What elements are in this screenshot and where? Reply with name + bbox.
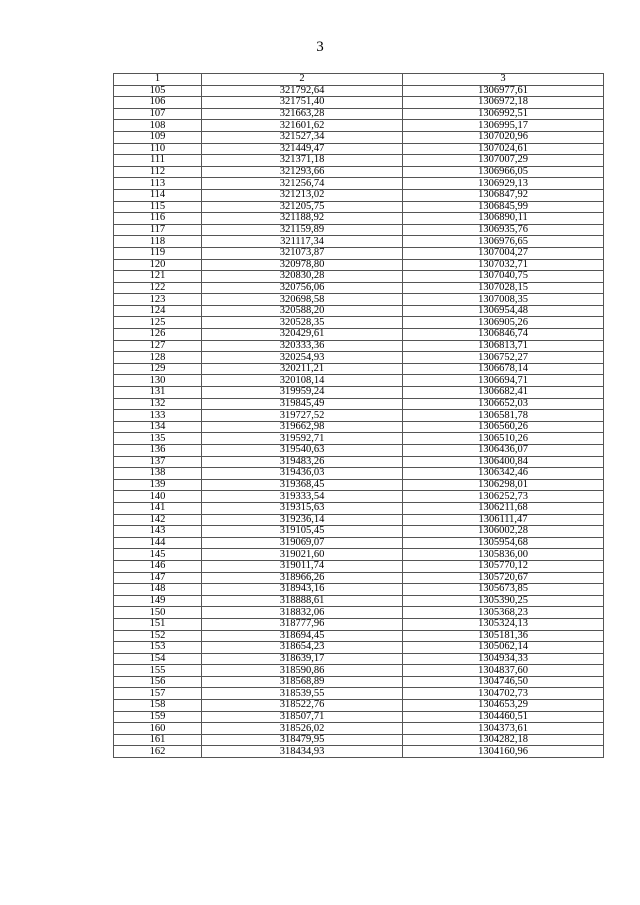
cell-x-coordinate: 319662,98	[202, 421, 403, 433]
table-row	[114, 491, 604, 503]
cell-point-number: 108	[114, 120, 202, 132]
cell-x-coordinate: 321601,62	[202, 120, 403, 132]
cell-point-number: 118	[114, 236, 202, 248]
table-row	[114, 271, 604, 283]
cell-x-coordinate: 321751,40	[202, 97, 403, 109]
cell-x-coordinate: 319315,63	[202, 502, 403, 514]
cell-x-coordinate: 319105,45	[202, 526, 403, 538]
table-row	[114, 340, 604, 352]
table-row	[114, 97, 604, 109]
table-row	[114, 700, 604, 712]
cell-y-coordinate: 1305720,67	[403, 572, 604, 584]
cell-x-coordinate: 321449,47	[202, 143, 403, 155]
cell-point-number: 126	[114, 329, 202, 341]
cell-x-coordinate: 318526,02	[202, 723, 403, 735]
cell-point-number: 160	[114, 723, 202, 735]
cell-y-coordinate: 1306890,11	[403, 213, 604, 225]
cell-point-number: 127	[114, 340, 202, 352]
cell-y-coordinate: 1306211,68	[403, 502, 604, 514]
cell-x-coordinate: 318832,06	[202, 607, 403, 619]
cell-y-coordinate: 1306002,28	[403, 526, 604, 538]
cell-y-coordinate: 1306847,92	[403, 189, 604, 201]
cell-point-number: 154	[114, 653, 202, 665]
cell-point-number: 122	[114, 282, 202, 294]
cell-x-coordinate: 319021,60	[202, 549, 403, 561]
table-row	[114, 607, 604, 619]
table-row	[114, 560, 604, 572]
column-header-y: 3	[403, 74, 604, 86]
cell-point-number: 140	[114, 491, 202, 503]
cell-point-number: 147	[114, 572, 202, 584]
cell-y-coordinate: 1305324,13	[403, 618, 604, 630]
table-row	[114, 572, 604, 584]
table-row	[114, 445, 604, 457]
table-row	[114, 595, 604, 607]
table-header-row	[114, 74, 604, 86]
cell-x-coordinate: 321073,87	[202, 247, 403, 259]
cell-y-coordinate: 1304653,29	[403, 700, 604, 712]
cell-x-coordinate: 318522,76	[202, 700, 403, 712]
cell-x-coordinate: 320588,20	[202, 305, 403, 317]
cell-y-coordinate: 1305770,12	[403, 560, 604, 572]
table-row	[114, 247, 604, 259]
cell-y-coordinate: 1305368,23	[403, 607, 604, 619]
cell-y-coordinate: 1306935,76	[403, 224, 604, 236]
table-row	[114, 479, 604, 491]
cell-x-coordinate: 320429,61	[202, 329, 403, 341]
table-row	[114, 317, 604, 329]
cell-x-coordinate: 318479,95	[202, 734, 403, 746]
table-row	[114, 642, 604, 654]
cell-x-coordinate: 321205,75	[202, 201, 403, 213]
cell-y-coordinate: 1306972,18	[403, 97, 604, 109]
cell-y-coordinate: 1305836,00	[403, 549, 604, 561]
table-row	[114, 549, 604, 561]
cell-x-coordinate: 320333,36	[202, 340, 403, 352]
cell-point-number: 133	[114, 410, 202, 422]
table-row	[114, 375, 604, 387]
column-header-x: 2	[202, 74, 403, 86]
cell-point-number: 149	[114, 595, 202, 607]
cell-point-number: 132	[114, 398, 202, 410]
cell-x-coordinate: 319845,49	[202, 398, 403, 410]
table-row	[114, 618, 604, 630]
cell-x-coordinate: 318590,86	[202, 665, 403, 677]
cell-y-coordinate: 1304702,73	[403, 688, 604, 700]
table-row	[114, 131, 604, 143]
cell-x-coordinate: 318507,71	[202, 711, 403, 723]
cell-x-coordinate: 319540,63	[202, 445, 403, 457]
table-row	[114, 746, 604, 758]
cell-point-number: 155	[114, 665, 202, 677]
table-row	[114, 398, 604, 410]
cell-x-coordinate: 320528,35	[202, 317, 403, 329]
table-row	[114, 201, 604, 213]
table-row	[114, 537, 604, 549]
cell-y-coordinate: 1304373,61	[403, 723, 604, 735]
cell-point-number: 129	[114, 363, 202, 375]
table-row	[114, 224, 604, 236]
table-row	[114, 502, 604, 514]
cell-y-coordinate: 1305181,36	[403, 630, 604, 642]
cell-y-coordinate: 1307008,35	[403, 294, 604, 306]
cell-y-coordinate: 1306252,73	[403, 491, 604, 503]
cell-x-coordinate: 318434,93	[202, 746, 403, 758]
table-row	[114, 734, 604, 746]
cell-x-coordinate: 319592,71	[202, 433, 403, 445]
table-row	[114, 213, 604, 225]
cell-y-coordinate: 1306846,74	[403, 329, 604, 341]
cell-y-coordinate: 1304460,51	[403, 711, 604, 723]
table-row	[114, 723, 604, 735]
table-row	[114, 387, 604, 399]
cell-y-coordinate: 1306977,61	[403, 85, 604, 97]
cell-y-coordinate: 1306905,26	[403, 317, 604, 329]
cell-y-coordinate: 1306929,13	[403, 178, 604, 190]
column-header-number: 1	[114, 74, 202, 86]
cell-y-coordinate: 1305954,68	[403, 537, 604, 549]
table-row	[114, 468, 604, 480]
table-row	[114, 711, 604, 723]
cell-y-coordinate: 1306813,71	[403, 340, 604, 352]
cell-y-coordinate: 1306752,27	[403, 352, 604, 364]
cell-point-number: 110	[114, 143, 202, 155]
cell-y-coordinate: 1306976,65	[403, 236, 604, 248]
table-row	[114, 514, 604, 526]
cell-point-number: 151	[114, 618, 202, 630]
cell-point-number: 130	[114, 375, 202, 387]
table-row	[114, 665, 604, 677]
cell-y-coordinate: 1306954,48	[403, 305, 604, 317]
cell-y-coordinate: 1306298,01	[403, 479, 604, 491]
cell-x-coordinate: 320254,93	[202, 352, 403, 364]
cell-point-number: 120	[114, 259, 202, 271]
cell-point-number: 115	[114, 201, 202, 213]
table-row	[114, 178, 604, 190]
cell-x-coordinate: 318694,45	[202, 630, 403, 642]
cell-y-coordinate: 1307028,15	[403, 282, 604, 294]
cell-y-coordinate: 1306436,07	[403, 445, 604, 457]
cell-point-number: 114	[114, 189, 202, 201]
cell-x-coordinate: 319436,03	[202, 468, 403, 480]
table-row	[114, 166, 604, 178]
cell-y-coordinate: 1304837,60	[403, 665, 604, 677]
cell-y-coordinate: 1304934,33	[403, 653, 604, 665]
cell-point-number: 109	[114, 131, 202, 143]
cell-x-coordinate: 321293,66	[202, 166, 403, 178]
table-row	[114, 143, 604, 155]
cell-point-number: 157	[114, 688, 202, 700]
cell-y-coordinate: 1307007,29	[403, 155, 604, 167]
cell-x-coordinate: 319011,74	[202, 560, 403, 572]
cell-x-coordinate: 319727,52	[202, 410, 403, 422]
cell-y-coordinate: 1306581,78	[403, 410, 604, 422]
table-row	[114, 120, 604, 132]
cell-x-coordinate: 318777,96	[202, 618, 403, 630]
cell-x-coordinate: 321117,34	[202, 236, 403, 248]
cell-x-coordinate: 320108,14	[202, 375, 403, 387]
cell-x-coordinate: 320756,06	[202, 282, 403, 294]
cell-point-number: 139	[114, 479, 202, 491]
cell-y-coordinate: 1307032,71	[403, 259, 604, 271]
cell-point-number: 145	[114, 549, 202, 561]
cell-y-coordinate: 1305390,25	[403, 595, 604, 607]
cell-y-coordinate: 1306560,26	[403, 421, 604, 433]
cell-x-coordinate: 318966,26	[202, 572, 403, 584]
cell-y-coordinate: 1304746,50	[403, 676, 604, 688]
cell-point-number: 141	[114, 502, 202, 514]
table-row	[114, 259, 604, 271]
cell-point-number: 119	[114, 247, 202, 259]
cell-point-number: 143	[114, 526, 202, 538]
table-row	[114, 85, 604, 97]
table-row	[114, 329, 604, 341]
cell-point-number: 123	[114, 294, 202, 306]
cell-y-coordinate: 1306694,71	[403, 375, 604, 387]
cell-x-coordinate: 319483,26	[202, 456, 403, 468]
cell-point-number: 156	[114, 676, 202, 688]
cell-y-coordinate: 1306995,17	[403, 120, 604, 132]
cell-point-number: 150	[114, 607, 202, 619]
cell-x-coordinate: 319236,14	[202, 514, 403, 526]
cell-point-number: 148	[114, 584, 202, 596]
cell-y-coordinate: 1306400,84	[403, 456, 604, 468]
cell-x-coordinate: 318943,16	[202, 584, 403, 596]
cell-x-coordinate: 318888,61	[202, 595, 403, 607]
cell-point-number: 111	[114, 155, 202, 167]
table-row	[114, 155, 604, 167]
cell-point-number: 117	[114, 224, 202, 236]
table-row	[114, 410, 604, 422]
cell-point-number: 121	[114, 271, 202, 283]
cell-x-coordinate: 320830,28	[202, 271, 403, 283]
cell-x-coordinate: 318639,17	[202, 653, 403, 665]
page-number: 3	[316, 39, 324, 55]
cell-point-number: 162	[114, 746, 202, 758]
cell-x-coordinate: 321159,89	[202, 224, 403, 236]
table-row	[114, 526, 604, 538]
cell-point-number: 136	[114, 445, 202, 457]
cell-y-coordinate: 1307004,27	[403, 247, 604, 259]
table-row	[114, 282, 604, 294]
cell-y-coordinate: 1305673,85	[403, 584, 604, 596]
coordinates-table	[113, 73, 604, 758]
cell-x-coordinate: 321792,64	[202, 85, 403, 97]
cell-point-number: 134	[114, 421, 202, 433]
cell-y-coordinate: 1306845,99	[403, 201, 604, 213]
cell-point-number: 142	[114, 514, 202, 526]
cell-y-coordinate: 1305062,14	[403, 642, 604, 654]
cell-point-number: 144	[114, 537, 202, 549]
cell-y-coordinate: 1306111,47	[403, 514, 604, 526]
cell-x-coordinate: 320978,80	[202, 259, 403, 271]
cell-point-number: 158	[114, 700, 202, 712]
cell-point-number: 135	[114, 433, 202, 445]
table-row	[114, 456, 604, 468]
cell-point-number: 138	[114, 468, 202, 480]
table-row	[114, 294, 604, 306]
cell-point-number: 125	[114, 317, 202, 329]
cell-x-coordinate: 318654,23	[202, 642, 403, 654]
cell-x-coordinate: 319959,24	[202, 387, 403, 399]
cell-y-coordinate: 1306992,51	[403, 108, 604, 120]
cell-point-number: 146	[114, 560, 202, 572]
cell-x-coordinate: 321256,74	[202, 178, 403, 190]
cell-point-number: 137	[114, 456, 202, 468]
cell-y-coordinate: 1306510,26	[403, 433, 604, 445]
table-body	[114, 85, 604, 757]
cell-point-number: 128	[114, 352, 202, 364]
cell-x-coordinate: 321213,02	[202, 189, 403, 201]
table-row	[114, 688, 604, 700]
cell-point-number: 105	[114, 85, 202, 97]
cell-y-coordinate: 1304282,18	[403, 734, 604, 746]
cell-y-coordinate: 1307024,61	[403, 143, 604, 155]
cell-point-number: 106	[114, 97, 202, 109]
table-row	[114, 305, 604, 317]
cell-x-coordinate: 321663,28	[202, 108, 403, 120]
table-row	[114, 236, 604, 248]
cell-y-coordinate: 1306678,14	[403, 363, 604, 375]
table-row	[114, 352, 604, 364]
cell-x-coordinate: 320698,58	[202, 294, 403, 306]
cell-x-coordinate: 319069,07	[202, 537, 403, 549]
cell-point-number: 159	[114, 711, 202, 723]
cell-point-number: 152	[114, 630, 202, 642]
cell-y-coordinate: 1306342,46	[403, 468, 604, 480]
cell-x-coordinate: 320211,21	[202, 363, 403, 375]
table-row	[114, 421, 604, 433]
table-row	[114, 108, 604, 120]
cell-point-number: 107	[114, 108, 202, 120]
cell-point-number: 153	[114, 642, 202, 654]
cell-y-coordinate: 1307020,96	[403, 131, 604, 143]
table-row	[114, 584, 604, 596]
cell-point-number: 124	[114, 305, 202, 317]
table-row	[114, 189, 604, 201]
table-row	[114, 433, 604, 445]
cell-point-number: 161	[114, 734, 202, 746]
cell-y-coordinate: 1306966,05	[403, 166, 604, 178]
cell-x-coordinate: 319333,54	[202, 491, 403, 503]
cell-x-coordinate: 321188,92	[202, 213, 403, 225]
cell-x-coordinate: 319368,45	[202, 479, 403, 491]
table-row	[114, 676, 604, 688]
cell-x-coordinate: 321527,34	[202, 131, 403, 143]
cell-point-number: 116	[114, 213, 202, 225]
cell-x-coordinate: 321371,18	[202, 155, 403, 167]
table-row	[114, 653, 604, 665]
cell-x-coordinate: 318568,89	[202, 676, 403, 688]
table-row	[114, 630, 604, 642]
cell-point-number: 131	[114, 387, 202, 399]
cell-y-coordinate: 1307040,75	[403, 271, 604, 283]
cell-y-coordinate: 1306682,41	[403, 387, 604, 399]
cell-y-coordinate: 1306652,03	[403, 398, 604, 410]
cell-point-number: 113	[114, 178, 202, 190]
cell-y-coordinate: 1304160,96	[403, 746, 604, 758]
cell-point-number: 112	[114, 166, 202, 178]
table-row	[114, 363, 604, 375]
cell-x-coordinate: 318539,55	[202, 688, 403, 700]
